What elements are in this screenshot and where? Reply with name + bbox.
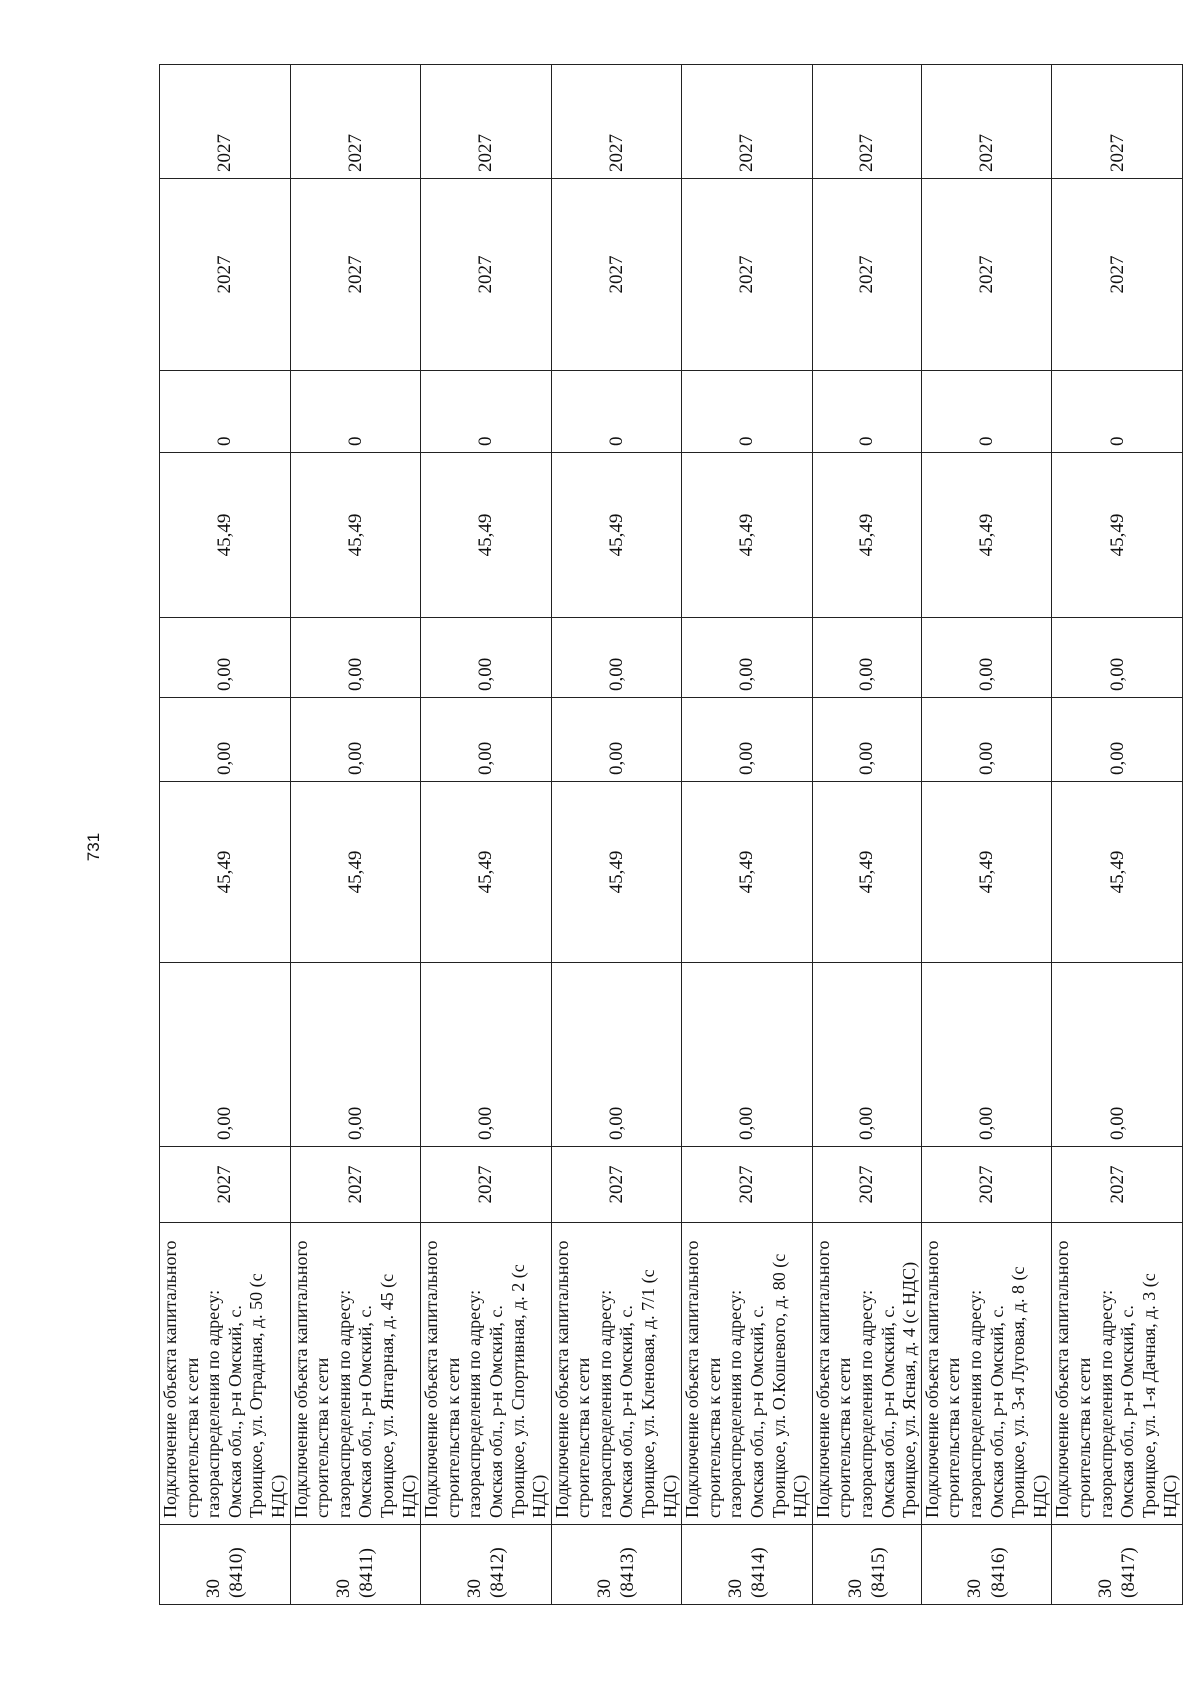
value-4-cell: 0,00 [160,618,291,698]
row-code: (8410) [225,1547,247,1598]
value-2-cell: 45,49 [921,782,1052,963]
page-number: 731 [84,832,103,862]
value-3-cell: 0,00 [551,698,682,782]
row-number: 30 [202,1579,224,1598]
value-6-cell: 0 [921,371,1052,453]
value-1-cell: 0,00 [290,963,421,1147]
year-1-cell: 2027 [682,179,813,371]
value-5-cell: 45,49 [551,453,682,618]
table-row [812,65,921,1605]
year-1-cell: 2027 [921,179,1052,371]
value-2-cell: 45,49 [1052,782,1183,963]
value-4-cell: 0,00 [290,618,421,698]
row-number-cell [682,1525,813,1605]
row-number: 30 [964,1579,986,1598]
value-6-cell: 0 [812,371,921,453]
row-code: (8414) [748,1547,770,1598]
year-1-cell: 2027 [421,179,552,371]
table-row [1052,65,1183,1605]
year-2-cell: 2027 [812,65,921,179]
value-4-cell: 0,00 [682,618,813,698]
value-1-cell: 0,00 [421,963,552,1147]
year-2-cell: 2027 [551,65,682,179]
value-3-cell: 0,00 [160,698,291,782]
description-cell: Подключение объекта капитального строительства к сети газораспределения по адресу: Омская обл., р-н Омский, с. Троицкое, ул. Спортивная, д. 2 (с НДС) [421,1223,552,1525]
year-start-cell: 2027 [682,1147,813,1223]
value-1-cell: 0,00 [921,963,1052,1147]
value-3-cell: 0,00 [682,698,813,782]
row-number: 30 [724,1579,746,1598]
description-cell: Подключение объекта капитального строительства к сети газораспределения по адресу: Омская обл., р-н Омский, с. Троицкое, ул. Янтарная, д. 45 (с НДС) [290,1223,421,1525]
year-start-cell: 2027 [812,1147,921,1223]
row-number-cell [421,1525,552,1605]
year-1-cell: 2027 [551,179,682,371]
value-1-cell: 0,00 [1052,963,1183,1147]
row-code: (8413) [617,1547,639,1598]
value-5-cell: 45,49 [421,453,552,618]
value-5-cell: 45,49 [290,453,421,618]
value-4-cell: 0,00 [421,618,552,698]
value-6-cell: 0 [551,371,682,453]
year-start-cell: 2027 [290,1147,421,1223]
year-1-cell: 2027 [1052,179,1183,371]
value-2-cell: 45,49 [812,782,921,963]
value-5-cell: 45,49 [160,453,291,618]
row-number-cell [290,1525,421,1605]
value-5-cell: 45,49 [682,453,813,618]
description-cell: Подключение объекта капитального строительства к сети газораспределения по адресу: Омская обл., р-н Омский, с. Троицкое, ул. Отрадная, д. 50 (с НДС) [160,1223,291,1525]
table-row [160,65,291,1605]
year-1-cell: 2027 [290,179,421,371]
row-number-cell [160,1525,291,1605]
year-start-cell: 2027 [421,1147,552,1223]
table-body [160,65,1183,1605]
description-cell: Подключение объекта капитального строительства к сети газораспределения по адресу: Омская обл., р-н Омский, с. Троицкое, ул. 3-я Луговая, д. 8 (с НДС) [921,1223,1052,1525]
value-6-cell: 0 [290,371,421,453]
row-number: 30 [463,1579,485,1598]
year-2-cell: 2027 [290,65,421,179]
value-1-cell: 0,00 [551,963,682,1147]
value-4-cell: 0,00 [812,618,921,698]
value-1-cell: 0,00 [682,963,813,1147]
value-2-cell: 45,49 [682,782,813,963]
row-number-cell [812,1525,921,1605]
year-2-cell: 2027 [421,65,552,179]
value-2-cell: 45,49 [551,782,682,963]
value-3-cell: 0,00 [421,698,552,782]
table-row [421,65,552,1605]
value-2-cell: 45,49 [421,782,552,963]
year-2-cell: 2027 [921,65,1052,179]
table-row [290,65,421,1605]
description-cell: Подключение объекта капитального строительства к сети газораспределения по адресу: Омская обл., р-н Омский, с. Троицкое, ул. Кленовая, д. 7/1 (с НДС) [551,1223,682,1525]
year-2-cell: 2027 [1052,65,1183,179]
value-5-cell: 45,49 [921,453,1052,618]
value-4-cell: 0,00 [1052,618,1183,698]
year-1-cell: 2027 [160,179,291,371]
value-3-cell: 0,00 [921,698,1052,782]
table-row [921,65,1052,1605]
row-number: 30 [844,1579,866,1598]
value-4-cell: 0,00 [921,618,1052,698]
row-number-cell [551,1525,682,1605]
row-code: (8416) [987,1547,1009,1598]
table-row [682,65,813,1605]
value-5-cell: 45,49 [812,453,921,618]
value-5-cell: 45,49 [1052,453,1183,618]
value-1-cell: 0,00 [160,963,291,1147]
year-1-cell: 2027 [812,179,921,371]
row-code: (8412) [486,1547,508,1598]
description-cell: Подключение объекта капитального строительства к сети газораспределения по адресу: Омская обл., р-н Омский, с. Троицкое, ул. О.Кошевого, д. 80 (с НДС) [682,1223,813,1525]
row-number-cell [921,1525,1052,1605]
row-number: 30 [333,1579,355,1598]
year-start-cell: 2027 [160,1147,291,1223]
row-number: 30 [1094,1579,1116,1598]
description-cell: Подключение объекта капитального строительства к сети газораспределения по адресу: Омская обл., р-н Омский, с. Троицкое, ул. 1-я Дачная, д. 3 (с НДС) [1052,1223,1183,1525]
year-start-cell: 2027 [551,1147,682,1223]
row-code: (8411) [356,1548,378,1598]
year-2-cell: 2027 [682,65,813,179]
value-3-cell: 0,00 [290,698,421,782]
value-6-cell: 0 [421,371,552,453]
year-start-cell: 2027 [1052,1147,1183,1223]
data-table [159,64,1183,1605]
value-2-cell: 45,49 [160,782,291,963]
row-code: (8417) [1118,1547,1140,1598]
value-4-cell: 0,00 [551,618,682,698]
value-1-cell: 0,00 [812,963,921,1147]
value-2-cell: 45,49 [290,782,421,963]
year-2-cell: 2027 [160,65,291,179]
row-code: (8415) [867,1547,889,1598]
row-number-cell [1052,1525,1183,1605]
value-3-cell: 0,00 [1052,698,1183,782]
value-6-cell: 0 [160,371,291,453]
value-6-cell: 0 [1052,371,1183,453]
year-start-cell: 2027 [921,1147,1052,1223]
table-row [551,65,682,1605]
value-3-cell: 0,00 [812,698,921,782]
row-number: 30 [594,1579,616,1598]
value-6-cell: 0 [682,371,813,453]
description-cell: Подключение объекта капитального строительства к сети газораспределения по адресу: Омская обл., р-н Омский, с. Троицкое, ул. Ясная, д. 4 (с НДС) [812,1223,921,1525]
